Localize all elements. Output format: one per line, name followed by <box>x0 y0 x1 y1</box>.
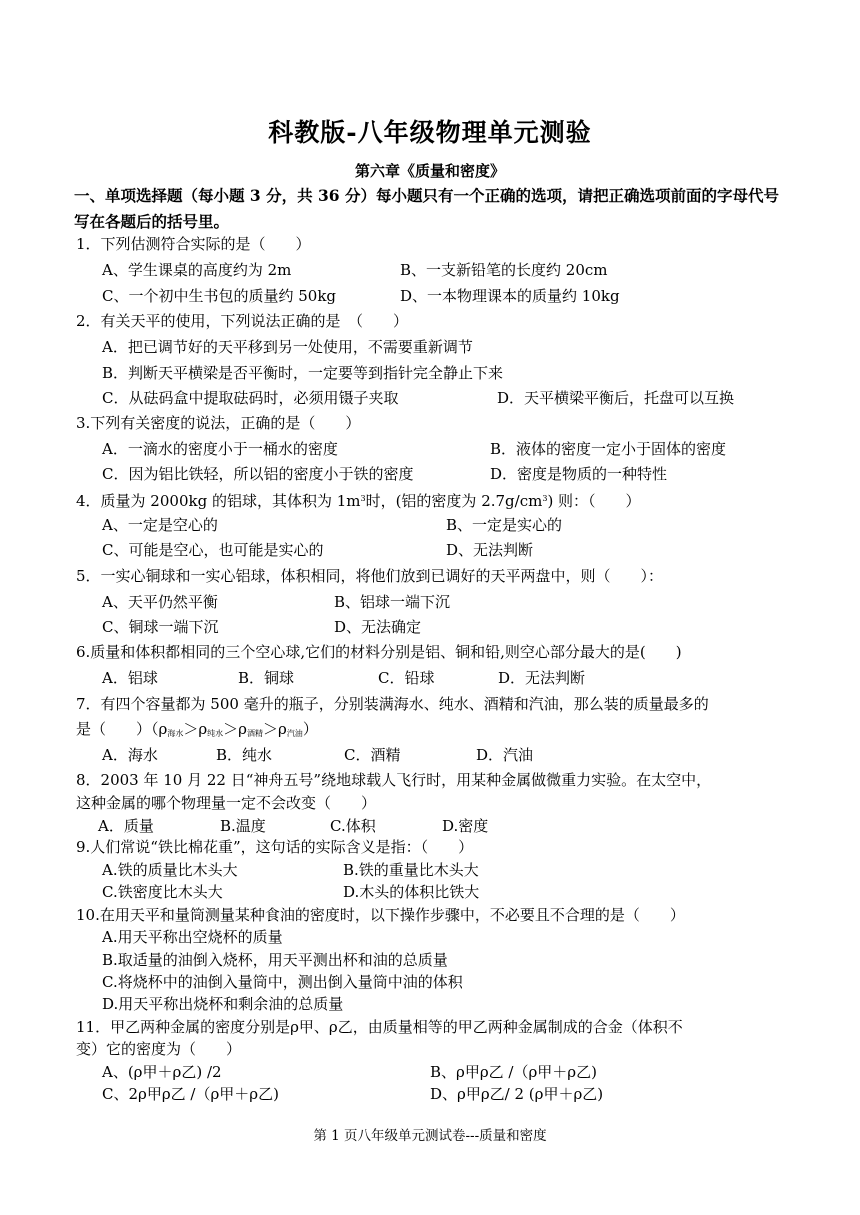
question-5-stem: 5．一实心铜球和一实心铝球，体积相同，将他们放到已调好的天平两盘中，则（ ）： <box>76 567 664 585</box>
question-6-option-b: B．铜球 <box>238 669 295 687</box>
question-2-option-d: D．天平横梁平衡后，托盘可以互换 <box>497 389 735 407</box>
question-11-option-d: D、ρ甲ρ乙/ 2 (ρ甲＋ρ乙) <box>430 1085 604 1103</box>
question-9-stem: 9.人们常说“铁比棉花重”，这句话的实际含义是指：（ ） <box>76 838 474 856</box>
question-10-option-b: B.取适量的油倒入烧杯，用天平测出杯和油的总质量 <box>102 951 448 969</box>
question-1-option-d: D、一本物理课本的质量约 10kg <box>400 287 620 305</box>
gt-rho: ＞ρ <box>223 720 247 738</box>
question-5-option-d: D、无法确定 <box>334 618 422 636</box>
question-11-option-b: B、ρ甲ρ乙 /（ρ甲＋ρ乙) <box>430 1063 597 1081</box>
question-2-option-c: C．从砝码盒中提取砝码时，必须用镊子夹取 <box>102 389 399 407</box>
question-7-stem-line2 <box>76 718 796 745</box>
question-1-stem: 1．下列估测符合实际的是（ ） <box>76 235 311 253</box>
question-2-option-b: B．判断天平横梁是否平衡时，一定要等到指针完全静止下来 <box>102 364 504 382</box>
question-4-option-d: D、无法判断 <box>446 541 534 559</box>
question-1-option-b: B、一支新铅笔的长度约 20cm <box>400 261 608 279</box>
question-10-stem: 10.在用天平和量筒测量某种食油的密度时，以下操作步骤中，不必要且不合理的是（ ） <box>76 906 685 924</box>
question-4-stem <box>76 488 796 512</box>
question-6-option-d: D．无法判断 <box>498 669 586 687</box>
question-4-stem-part3: ) 则：（ ） <box>547 492 641 510</box>
subscript: 海水 <box>167 729 184 738</box>
section-heading: 一、单项选择题（每小题 3 分，共 36 分）每小题只有一个正确的选项，请把正确选项前面的字母代号写在各题后的括号里。 <box>74 186 779 231</box>
superscript: 3 <box>360 494 366 503</box>
question-6-option-c: C．铅球 <box>378 669 435 687</box>
question-4-stem-part1: 4．质量为 2000kg 的铝球，其体积为 1m <box>76 492 361 510</box>
question-3-option-d: D．密度是物质的一种特性 <box>490 465 668 483</box>
gt-rho: ＞ρ <box>262 720 287 738</box>
question-5-option-a: A、天平仍然平衡 <box>102 593 218 611</box>
question-4-option-c: C、可能是空心，也可能是实心的 <box>102 541 324 559</box>
question-7-option-a: A．海水 <box>102 746 158 764</box>
question-10-option-d: D.用天平称出烧杯和剩余油的总质量 <box>102 995 344 1013</box>
question-7-option-c: C．酒精 <box>344 746 401 764</box>
question-7-stem-part2: ） <box>302 720 318 738</box>
question-7-option-b: B．纯水 <box>216 746 273 764</box>
question-7-option-d: D．汽油 <box>476 746 534 764</box>
question-11-stem-line1: 11．甲乙两种金属的密度分别是ρ甲、ρ乙，由质量相等的甲乙两种金属制成的合金（体积不 <box>76 1018 683 1036</box>
question-3-option-c: C．因为铝比铁轻，所以铝的密度小于铁的密度 <box>102 465 414 483</box>
page-footer: 第 1 页八年级单元测试卷---质量和密度 <box>313 1128 547 1144</box>
subscript: 汽油 <box>286 729 303 738</box>
question-8-option-a: A．质量 <box>98 817 154 835</box>
subscript: 纯水 <box>207 729 224 738</box>
question-3-option-b: B．液体的密度一定小于固体的密度 <box>490 440 727 458</box>
superscript: 3 <box>542 494 548 503</box>
question-5-option-b: B、铝球一端下沉 <box>334 593 451 611</box>
question-11-stem-line2: 变）它的密度为（ ） <box>76 1040 242 1058</box>
chapter-subtitle: 第六章《质量和密度》 <box>354 162 505 180</box>
question-7-stem-line1: 7．有四个容量都为 500 毫升的瓶子，分别装满海水、纯水、酒精和汽油，那么装的质量最多的 <box>76 695 709 713</box>
question-9-option-c: C.铁密度比木头大 <box>102 883 223 901</box>
question-9-option-a: A.铁的质量比木头大 <box>102 861 238 879</box>
question-2-stem: 2．有关天平的使用，下列说法正确的是 （ ） <box>76 312 409 330</box>
question-3-stem: 3.下列有关密度的说法，正确的是（ ） <box>76 414 361 432</box>
question-9-option-b: B.铁的重量比木头大 <box>343 861 479 879</box>
question-8-option-c: C.体积 <box>330 817 376 835</box>
question-10-option-a: A.用天平称出空烧杯的质量 <box>102 928 283 946</box>
question-8-option-d: D.密度 <box>442 817 489 835</box>
gt-rho: ＞ρ <box>183 720 208 738</box>
subscript: 酒精 <box>246 729 263 738</box>
question-4-option-b: B、一定是实心的 <box>446 516 563 534</box>
question-7-stem-part1: 是（ ）（ρ <box>76 720 168 738</box>
question-4-option-a: A、一定是空心的 <box>102 516 218 534</box>
question-1-option-a: A、学生课桌的高度约为 2m <box>102 261 292 279</box>
question-6-option-a: A．铝球 <box>102 669 158 687</box>
question-8-option-b: B.温度 <box>220 817 266 835</box>
question-2-option-a: A．把已调节好的天平移到另一处使用，不需要重新调节 <box>102 338 473 356</box>
page-title: 科教版-八年级物理单元测验 <box>268 118 592 147</box>
question-1-option-c: C、一个初中生书包的质量约 50kg <box>102 287 337 305</box>
question-11-option-c: C、2ρ甲ρ乙 /（ρ甲＋ρ乙) <box>102 1085 279 1103</box>
question-4-stem-part2: 时，(铝的密度为 2.7g/cm <box>365 492 543 510</box>
question-8-stem-line2: 这种金属的哪个物理量一定不会改变（ ） <box>76 794 377 812</box>
question-9-option-d: D.木头的体积比铁大 <box>343 883 480 901</box>
question-10-option-c: C.将烧杯中的油倒入量筒中，测出倒入量筒中油的体积 <box>102 973 463 991</box>
question-6-stem: 6.质量和体积都相同的三个空心球,它们的材料分别是铝、铜和铅,则空心部分最大的是( ) <box>76 643 682 661</box>
question-3-option-a: A．一滴水的密度小于一桶水的密度 <box>102 440 338 458</box>
question-5-option-c: C、铜球一端下沉 <box>102 618 219 636</box>
question-8-stem-line1: 8．2003 年 10 月 22 日“神舟五号”绕地球载人飞行时，用某种金属做微重力实验。在太空中， <box>76 771 712 789</box>
question-11-option-a: A、(ρ甲＋ρ乙) /2 <box>102 1063 222 1081</box>
